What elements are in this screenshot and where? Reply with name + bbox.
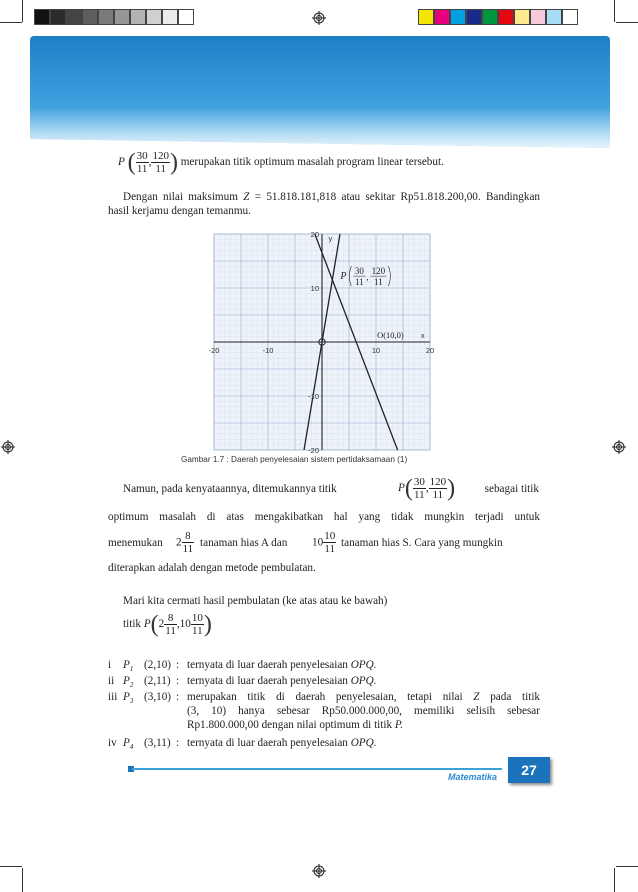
- separator: :: [176, 737, 180, 749]
- fraction: [429, 476, 448, 501]
- point-name: [123, 690, 133, 708]
- color-swatch: [498, 9, 514, 25]
- separator: :: [176, 659, 180, 671]
- fraction: [413, 476, 426, 501]
- description: [187, 658, 377, 672]
- crop-mark: [22, 868, 23, 892]
- description: [187, 690, 540, 732]
- color-swatch: [530, 9, 546, 25]
- crop-mark: [616, 866, 638, 867]
- annotation-denominator: 11: [374, 277, 383, 288]
- separator: :: [176, 691, 180, 703]
- denominator: 11: [136, 163, 148, 175]
- color-swatch: [130, 9, 146, 25]
- paren-left: (: [150, 611, 159, 638]
- numerator: 10: [324, 530, 336, 542]
- coordinates: (3,10): [144, 691, 172, 703]
- optimum-statement: P ( $\frac{30}{11}$ , $\frac{120}{11}$ ) merupakan titik optimum masalah program linear tersebut.: [118, 149, 444, 176]
- denominator: 11: [155, 163, 166, 175]
- denominator: 11: [165, 625, 176, 637]
- y-tick-label: 10: [310, 284, 319, 293]
- subscript: 4: [129, 743, 134, 752]
- region-name: OPQ.: [350, 737, 377, 749]
- text: merupakan titik di daerah penyelesaian, tetapi nilai: [187, 691, 463, 703]
- color-swatch: [178, 9, 194, 25]
- reality-paragraph-line1: [123, 476, 539, 504]
- registration-mark-icon: [1, 440, 15, 454]
- text: Dengan nilai maksimum: [123, 191, 238, 203]
- rounding-intro: Mari kita cermati hasil pembulatan (ke atas atau ke bawah): [123, 595, 388, 607]
- crop-mark: [0, 866, 22, 867]
- page-number: 27: [508, 757, 550, 783]
- text: Namun, pada kenyataannya, ditemukannya titik: [123, 483, 337, 495]
- x-tick-label: 20: [425, 346, 435, 355]
- description: [187, 674, 377, 688]
- point-label: P: [118, 156, 125, 169]
- numerator: 120: [152, 150, 169, 162]
- crop-mark: [616, 22, 638, 23]
- mixed-fraction: [312, 530, 336, 555]
- item-number: i: [108, 659, 112, 671]
- registration-mark-icon: [612, 440, 626, 454]
- numerator: 8: [164, 612, 177, 625]
- subject-label: Matematika: [448, 772, 498, 782]
- color-swatch: [450, 9, 466, 25]
- fraction: [136, 150, 149, 175]
- fraction: [323, 530, 336, 555]
- point-label: P: [123, 675, 130, 687]
- x-axis-label: x: [420, 331, 425, 340]
- annotation-denominator: 11: [355, 277, 364, 288]
- subscript: 2: [129, 681, 134, 690]
- point-name: [123, 736, 133, 754]
- variable-z: Z: [243, 191, 250, 203]
- color-swatch: [50, 9, 66, 25]
- text: tanaman hias S. Cara yang mungkin: [341, 537, 503, 549]
- color-swatch: [514, 9, 530, 25]
- whole: 10: [179, 618, 191, 631]
- text: ternyata di luar daerah penyelesaian: [187, 737, 348, 749]
- point-label: P.: [394, 719, 404, 731]
- footer-rule: [132, 768, 502, 770]
- text: sebagai titik: [484, 483, 539, 495]
- desc-line: [187, 718, 540, 732]
- annotation-numerator: 30: [354, 266, 364, 277]
- crop-mark: [22, 0, 23, 22]
- y-tick-label: 20: [310, 230, 319, 239]
- registration-mark-icon: [312, 864, 326, 878]
- y-tick-label: -20: [308, 446, 319, 455]
- denominator: 11: [324, 543, 335, 555]
- color-swatch: [98, 9, 114, 25]
- x-tick-label: -20: [208, 346, 220, 355]
- numerator: 10: [191, 612, 203, 624]
- whole: 2: [176, 536, 182, 549]
- coordinates: (2,11): [144, 675, 171, 687]
- paren-left: (: [127, 149, 136, 176]
- color-swatch: [146, 9, 162, 25]
- y-tick-label: -10: [308, 392, 319, 401]
- point-expression: P( $\frac{30}{11}$ , $\frac{120}{11}$ ): [398, 475, 456, 502]
- desc-line: [187, 690, 540, 704]
- subscript: 1: [129, 665, 134, 674]
- text: pada titik: [490, 691, 541, 703]
- denominator: 11: [192, 625, 203, 637]
- color-swatch: [546, 9, 562, 25]
- annotation-numerator: 120: [371, 266, 386, 277]
- point-label: P: [123, 691, 130, 703]
- denominator: 11: [432, 489, 444, 501]
- text: Rp1.800.000,00 dengan nilai optimum di titik: [187, 719, 393, 731]
- separator: :: [176, 675, 180, 687]
- reality-paragraph-line4: diterapkan adalah dengan metode pembulatan.: [108, 562, 316, 574]
- text: titik: [123, 618, 142, 631]
- feasible-region-graph: [208, 230, 435, 455]
- annotation-point-q: O(10,0): [377, 330, 404, 340]
- color-swatch: [34, 9, 50, 25]
- item-number: iii: [108, 691, 118, 703]
- max-value-paragraph: [108, 190, 540, 218]
- annotation-point-label: P: [340, 271, 347, 283]
- color-swatch: [434, 9, 450, 25]
- color-swatch: [66, 9, 82, 25]
- annotation-comma: ,: [366, 272, 369, 283]
- whole: 10: [312, 536, 324, 549]
- point-label: P: [143, 618, 151, 631]
- numerator: 120: [429, 476, 447, 488]
- crop-mark: [614, 0, 615, 22]
- color-swatch: [482, 9, 498, 25]
- paren-left: (: [404, 475, 413, 502]
- point-label: P: [398, 482, 405, 495]
- text: tanaman hias A dan: [200, 537, 288, 549]
- point-label: P: [123, 737, 130, 749]
- registration-mark-icon: [312, 11, 326, 25]
- text: = 51.818.181,818 atau sekitar Rp51.818.200,00. Bandingkan hasil kerjamu dengan temanmu.: [108, 191, 541, 217]
- color-swatch: [562, 9, 578, 25]
- text: ternyata di luar daerah penyelesaian: [187, 675, 348, 687]
- point-label: P: [123, 659, 130, 671]
- reality-paragraph-line2: optimum masalah di atas mengakibatkan hal yang tidak mungkin terjadi untuk: [108, 511, 540, 523]
- reality-paragraph-line3: [108, 530, 540, 556]
- item-number: iv: [108, 737, 117, 749]
- x-tick-label: 10: [371, 346, 381, 355]
- numerator: 30: [413, 476, 425, 488]
- list-item: [108, 690, 540, 736]
- region-name: OPQ.: [350, 659, 377, 671]
- variable-z: Z: [473, 691, 480, 703]
- whole: 2: [158, 618, 165, 631]
- y-axis-label: y: [328, 234, 333, 244]
- fraction: [151, 150, 170, 175]
- paren-right: ): [169, 149, 178, 176]
- color-swatch: [114, 9, 130, 25]
- grayscale-color-bar: [34, 9, 194, 25]
- crop-mark: [0, 22, 22, 23]
- coordinates: (3,11): [144, 737, 171, 749]
- fraction: [164, 612, 177, 637]
- paren-right: ): [447, 475, 456, 502]
- numerator: 30: [136, 150, 148, 162]
- figure-caption: Gambar 1.7 : Daerah penyelesaian sistem pertidaksamaan (1): [181, 455, 408, 464]
- fraction: [182, 530, 195, 555]
- rounding-point: titik P(2 $\frac{8}{11}$ ,10 $\frac{10}{11}$ ): [123, 611, 212, 638]
- subscript: 3: [129, 697, 134, 706]
- paren-right: ): [203, 611, 212, 638]
- numerator: 8: [182, 530, 195, 543]
- color-swatch: [466, 9, 482, 25]
- x-tick-label: -10: [262, 346, 274, 355]
- denominator: 11: [414, 489, 425, 501]
- description: [187, 736, 377, 750]
- statement-text: merupakan titik optimum masalah program linear tersebut.: [180, 156, 444, 169]
- crop-mark: [614, 868, 615, 892]
- text: menemukan: [108, 537, 163, 549]
- color-swatch: [418, 9, 434, 25]
- denominator: 11: [182, 543, 194, 555]
- desc-line: (3, 10) hanya sebesar Rp50.000.000,00, memiliki selisih sebesar: [187, 705, 540, 717]
- mixed-fraction: [176, 530, 194, 555]
- fraction: [191, 612, 204, 637]
- header-banner: [30, 36, 610, 148]
- cmyk-color-bar: [418, 9, 578, 25]
- text: ternyata di luar daerah penyelesaian: [187, 659, 348, 671]
- item-number: ii: [108, 675, 115, 687]
- coordinates: (2,10): [144, 659, 172, 671]
- color-swatch: [162, 9, 178, 25]
- color-swatch: [82, 9, 98, 25]
- region-name: OPQ.: [350, 675, 377, 687]
